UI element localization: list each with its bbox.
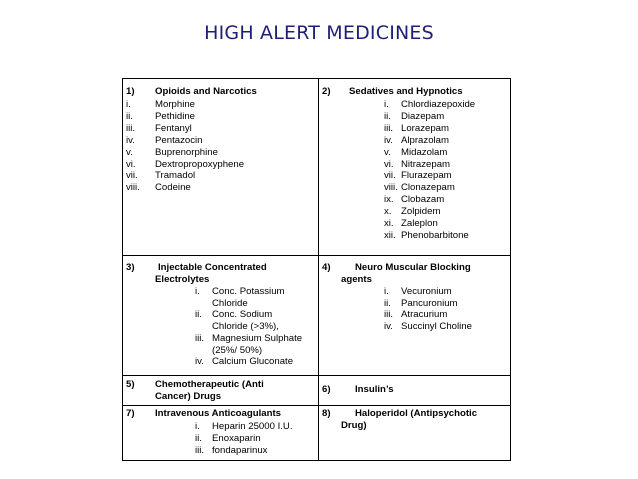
list-item: Nitrazepam [401,158,451,170]
list-item-number: iv. [384,321,393,333]
cell-heading-line1: Injectable Concentrated [158,262,267,273]
list-item-continuation: Chloride [212,297,248,309]
list-item: Dextropropoxyphene [155,158,245,170]
list-item: Pethidine [155,110,196,122]
cell-heading-line1: Neuro Muscular Blocking [355,262,471,273]
list-item: Succinyl Choline [401,321,472,333]
cell-opioids [123,79,318,255]
list-item-number: ii. [195,432,202,444]
cell-chemotherapeutic [123,376,318,405]
list-item-number: iii. [384,122,394,134]
list-item: Phenobarbitone [401,229,469,241]
list-item-number: xi. [384,218,394,229]
list-item-number: xii. [384,229,396,241]
cell-sedatives [319,79,511,255]
list-item-number: iv. [195,356,204,368]
list-item-number: iii. [126,122,136,134]
list-item-number: v. [126,146,133,158]
cell-number: 5) [126,379,135,390]
list-item: Tramadol [155,170,196,182]
list-item: Diazepam [401,110,445,122]
cell-number: 1) [126,86,135,97]
cell-heading: Opioids and Narcotics [155,86,257,97]
list-item-number: iii. [384,309,394,321]
list-item-number: ix. [384,194,394,206]
medicines-table [122,78,511,461]
cell-number: 6) [322,384,331,395]
page-title: HIGH ALERT MEDICINES [204,22,434,44]
list-item: Zolpidem [401,206,441,218]
list-item-number: vi. [384,158,394,170]
list-item-number: i. [384,99,389,110]
list-item: Pentazocin [155,134,203,146]
list-item-continuation: Chloride (>3%), [212,321,279,333]
list-item-number: viii. [126,182,140,194]
list-item-continuation: (25%/ 50%) [212,344,263,356]
list-item: Atracurium [401,309,448,321]
cell-number: 7) [126,408,135,419]
cell-heading-line2: agents [341,274,372,285]
cell-heading-line2: Drug) [341,420,367,431]
list-item: Flurazepam [401,170,452,182]
cell-heading: Intravenous Anticoagulants [155,408,281,419]
list-item-number: vi. [126,158,136,170]
list-item: Alprazolam [401,134,449,146]
list-item: Zaleplon [401,218,438,229]
list-item-number: i. [195,286,200,297]
list-item-number: ii. [195,309,202,321]
list-item-number: x. [384,206,392,218]
list-item: Enoxaparin [212,432,261,444]
list-item: Heparin 25000 I.U. [212,421,293,432]
cell-number: 4) [322,262,331,273]
cell-number: 3) [126,262,135,273]
list-item: Fentanyl [155,122,192,134]
list-item: Morphine [155,99,195,110]
cell-heading: Sedatives and Hypnotics [349,86,463,97]
list-item-number: vii. [126,170,138,182]
cell-heading-line1: Haloperidol (Antipsychotic [355,408,478,419]
list-item-number: viii. [384,182,398,194]
cell-insulins [319,376,511,405]
cell-number: 8) [322,408,331,419]
list-item: Conc. Potassium [212,286,285,297]
list-item: Chlordiazepoxide [401,99,476,110]
cell-number: 2) [322,86,331,97]
list-item-number: v. [384,146,391,158]
list-item-number: iv. [384,134,393,146]
list-item: fondaparinux [212,444,268,456]
list-item-number: i. [126,99,131,110]
list-item-number: iii. [195,444,205,456]
cell-heading-line2: Cancer) Drugs [155,391,222,402]
list-item: Midazolam [401,146,448,158]
list-item: Pancuronium [401,297,458,309]
cell-neuromuscular [319,256,511,375]
cell-anticoagulants [123,406,318,461]
cell-haloperidol [319,406,511,461]
list-item-number: i. [195,421,200,432]
list-item-number: iii. [195,332,205,344]
list-item: Magnesium Sulphate [212,332,303,344]
list-item: Clonazepam [401,182,455,194]
list-item-number: i. [384,286,389,297]
cell-heading-line1: Chemotherapeutic (Anti [155,379,264,390]
list-item: Calcium Gluconate [212,356,294,368]
list-item-number: ii. [126,110,133,122]
cell-heading-line2: Electrolytes [155,274,210,285]
cell-electrolytes [123,256,318,375]
list-item: Buprenorphine [155,146,218,158]
list-item-number: vii. [384,170,396,182]
list-item: Conc. Sodium [212,309,273,321]
cell-heading: Insulin’s [355,384,394,395]
list-item: Lorazepam [401,122,449,134]
list-item-number: ii. [384,110,391,122]
list-item: Vecuronium [401,286,452,297]
list-item-number: ii. [384,297,391,309]
list-item: Clobazam [401,194,445,206]
list-item-number: iv. [126,134,135,146]
list-item: Codeine [155,182,191,194]
